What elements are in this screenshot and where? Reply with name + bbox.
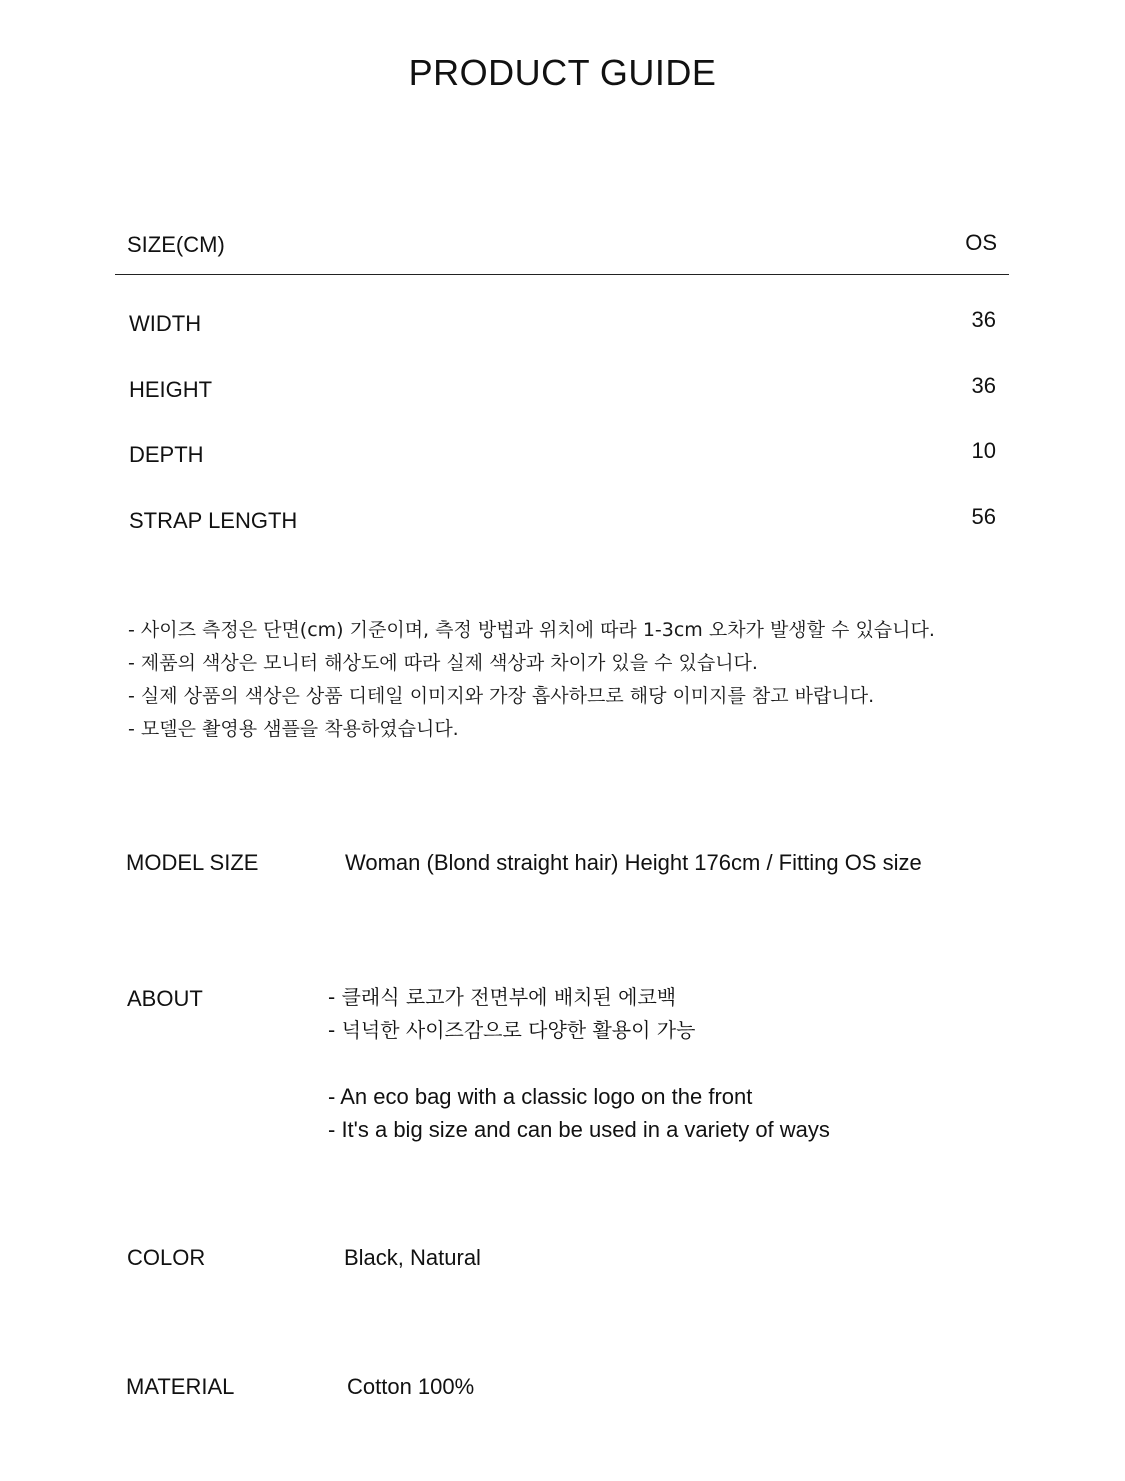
- size-row-strap-length: [115, 472, 1009, 538]
- size-row-label: HEIGHT: [129, 376, 213, 402]
- size-row-label: STRAP LENGTH: [129, 507, 298, 533]
- model-size-value: Woman (Blond straight hair) Height 176cm / Fitting OS size: [345, 850, 922, 875]
- note-item: - 사이즈 측정은 단면(cm) 기준이며, 측정 방법과 위치에 따라 1-3cm 오차가 발생할 수 있습니다.: [128, 619, 935, 641]
- about-spacer: [328, 1047, 830, 1080]
- about-line-ko: - 넉넉한 사이즈감으로 다양한 활용이 가능: [328, 1018, 696, 1042]
- note-item: - 실제 상품의 색상은 상품 디테일 이미지와 가장 흡사하므로 해당 이미지를 참고 바랍니다.: [128, 685, 875, 707]
- size-row-value: 10: [971, 438, 996, 463]
- size-row-label: DEPTH: [129, 442, 204, 467]
- size-column-header: OS: [965, 230, 997, 255]
- size-table-header: [115, 226, 1009, 275]
- color-value: Black, Natural: [344, 1245, 481, 1270]
- note-item: - 제품의 색상은 모니터 해상도에 따라 실제 색상과 차이가 있을 수 있습니다.: [128, 652, 758, 674]
- size-row-depth: [115, 406, 1009, 472]
- size-header-label: SIZE(CM): [127, 232, 225, 257]
- size-row-width: [115, 275, 1009, 341]
- about-line-en: - It's a big size and can be used in a variety of ways: [328, 1117, 830, 1142]
- size-row-height: [115, 341, 1009, 407]
- size-row-value: 36: [971, 307, 996, 332]
- note-item: - 모델은 촬영용 샘플을 착용하였습니다.: [128, 718, 459, 740]
- size-row-value: 56: [971, 503, 996, 529]
- size-notes: [128, 614, 1008, 746]
- material-value: Cotton 100%: [347, 1374, 475, 1399]
- page-title: PRODUCT GUIDE: [408, 52, 717, 93]
- size-row-value: 36: [971, 372, 996, 398]
- about-description: [328, 981, 830, 1146]
- size-table: [115, 226, 1009, 537]
- model-size-label: MODEL SIZE: [126, 850, 259, 875]
- size-row-label: WIDTH: [129, 311, 202, 336]
- material-label: MATERIAL: [126, 1374, 235, 1399]
- about-label: ABOUT: [127, 986, 203, 1011]
- about-line-en: - An eco bag with a classic logo on the front: [328, 1084, 753, 1109]
- about-line-ko: - 클래식 로고가 전면부에 배치된 에코백: [328, 985, 677, 1009]
- color-label: COLOR: [127, 1245, 206, 1270]
